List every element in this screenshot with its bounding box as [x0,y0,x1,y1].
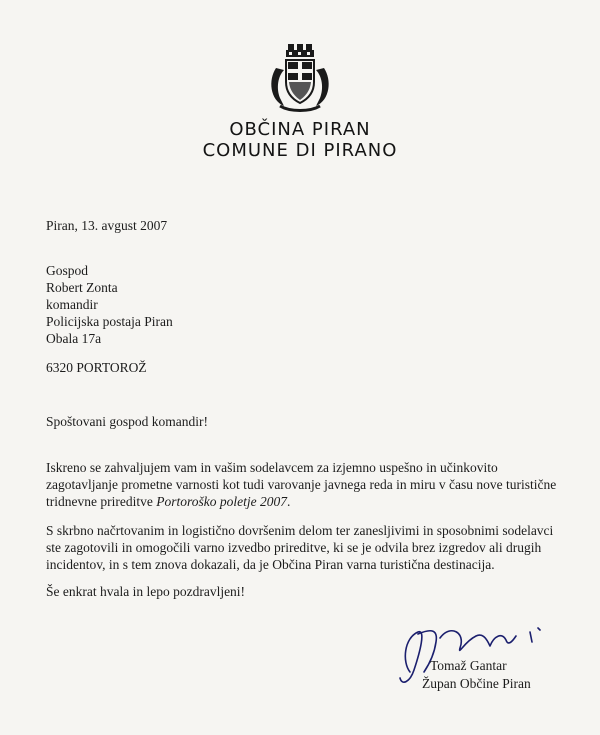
recipient-salutation: Gospod [46,263,89,278]
recipient-postal: 6320 PORTOROŽ [46,360,147,375]
signatory-title: Župan Občine Piran [422,676,531,691]
paragraph-line: incidentov, in s tem znova dokazali, da je Občina Piran varna turistična destinacija. [46,557,495,572]
date-line: Piran, 13. avgust 2007 [46,218,168,233]
paragraph-line: zagotavljanje prometne varnosti kot tudi varovanje javnega reda in miru v času nove turistične [46,477,557,492]
org-name-italian: COMUNE DI PIRANO [202,140,398,161]
paragraph-praise [46,522,553,573]
paragraph-line: S skrbno načrtovanim in logistično dovršenim delom ter zanesljivimi in sposobnimi sodelavci [46,523,554,538]
recipient-address [46,262,173,347]
recipient-name: Robert Zonta [46,280,118,295]
paragraph-line [46,493,556,510]
org-name-slovene: OBČINA PIRAN [229,119,371,140]
recipient-organization: Policijska postaja Piran [46,314,173,329]
event-name: Portoroško poletje 2007 [156,494,287,509]
paragraph-line-prefix: tridnevne prireditve [46,494,157,509]
paragraph-line: ste zagotovili in omogočili varno izvedbo prireditve, ki se je odvila brez izgredov ali drugih [46,540,542,555]
recipient-street: Obala 17a [46,331,102,346]
paragraph-line-suffix: . [286,494,291,509]
greeting: Spoštovani gospod komandir! [46,414,208,429]
recipient-role: komandir [46,297,98,312]
paragraph-line: Iskreno se zahvaljujem vam in vašim sodelavcem za izjemno uspešno in učinkovito [46,460,498,475]
signatory-name: Tomaž Gantar [430,658,507,673]
paragraph-thanks [46,459,556,510]
closing-line: Še enkrat hvala in lepo pozdravljeni! [46,584,246,599]
coat-of-arms-icon [262,40,338,116]
